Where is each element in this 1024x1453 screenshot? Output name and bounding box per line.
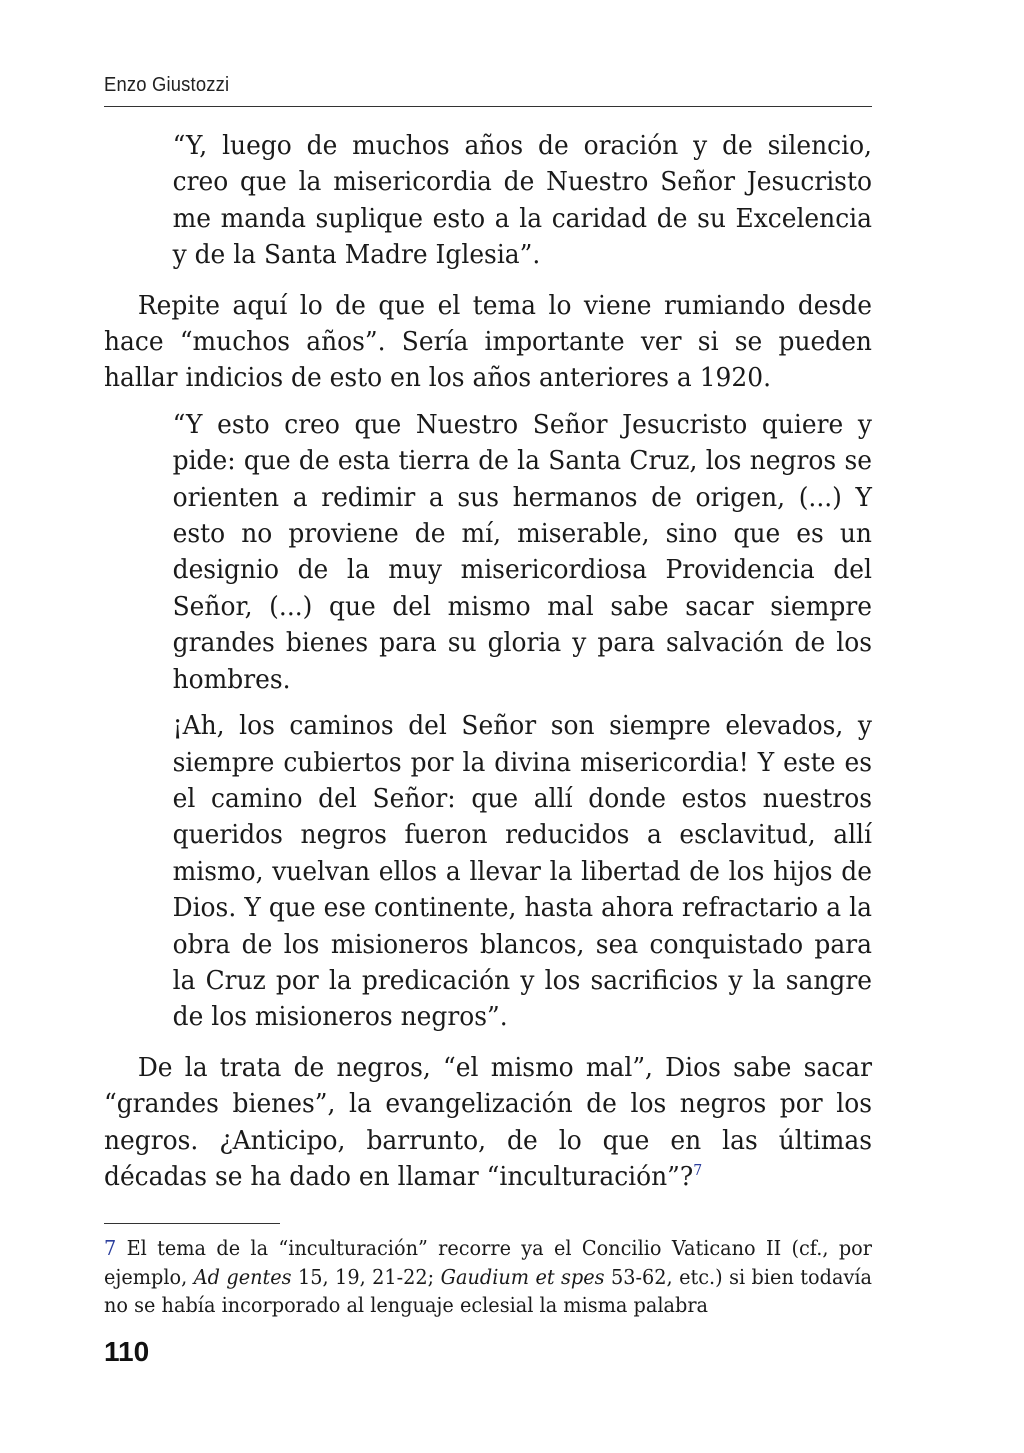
block-quote-3: ¡Ah, los caminos del Señor son siempre elevados, y siempre cubiertos por la divina misericordia! Y este es el camino del Señor: que allí donde estos nuestros queridos negros fueron reducidos a esclavitud, allí mismo, vuelvan ellos a llevar la libertad de los hijos de Dios. Y que ese continente, hasta ahora refractario a la obra de los misioneros blancos, sea conquistado para la Cruz por la predicación y los sacrificios y la sangre de los misioneros negros”. (172, 710, 872, 1033)
footnote-number[interactable]: 7 (104, 1236, 117, 1260)
footnote-rule (104, 1223, 280, 1224)
block-quote-1: “Y, luego de muchos años de oración y de silencio, creo que la misericordia de Nuestro Señor Jesucristo me manda suplique esto a la caridad de su Excelencia y de la Santa Madre Iglesia”. (172, 130, 872, 271)
footnote-text-a: El tema de la “inculturación” recorre ya el Concilio Vaticano II (cf., por ejemplo, (104, 1236, 872, 1289)
page-number: 110 (104, 1336, 150, 1367)
footnote-text-b: 15, 19, 21-22; (291, 1264, 441, 1289)
footnote-text-c: 53-62, etc.) si bien todavía no se había incorporado al lenguaje eclesial la misma palabra (104, 1264, 872, 1317)
footnote (104, 1234, 872, 1320)
footnote-title-gaudium: Gaudium et spes (440, 1264, 605, 1289)
paragraph-2 (104, 1050, 872, 1196)
paragraph-1: Repite aquí lo de que el tema lo viene rumiando desde hace “muchos años”. Sería importante ver si se pueden hallar indicios de esto en los años anteriores a 1920. (104, 289, 872, 394)
running-head: Enzo Giustozzi (104, 74, 230, 96)
header-rule (104, 106, 872, 107)
main-text (104, 128, 872, 1205)
paragraph-2-text: De la trata de negros, “el mismo mal”, Dios sabe sacar “grandes bienes”, la evangelización de los negros por los negros. ¿Anticipo, barrunto, de lo que en las últimas décadas se ha dado en llamar “inculturación”? (104, 1051, 872, 1192)
footnote-reference[interactable]: 7 (693, 1161, 703, 1180)
block-quote-2: “Y esto creo que Nuestro Señor Jesucristo quiere y pide: que de esta tierra de la Santa Cruz, los negros se orienten a redimir a sus hermanos de origen, (...) Y esto no proviene de mí, miserable, sino que es un designio de la muy misericordiosa Providencia del Señor, (...) que del mismo mal sabe sacar siempre grandes bienes para su gloria y para salvación de los hombres. (172, 408, 872, 695)
footnote-title-ad-gentes: Ad gentes (193, 1264, 292, 1289)
